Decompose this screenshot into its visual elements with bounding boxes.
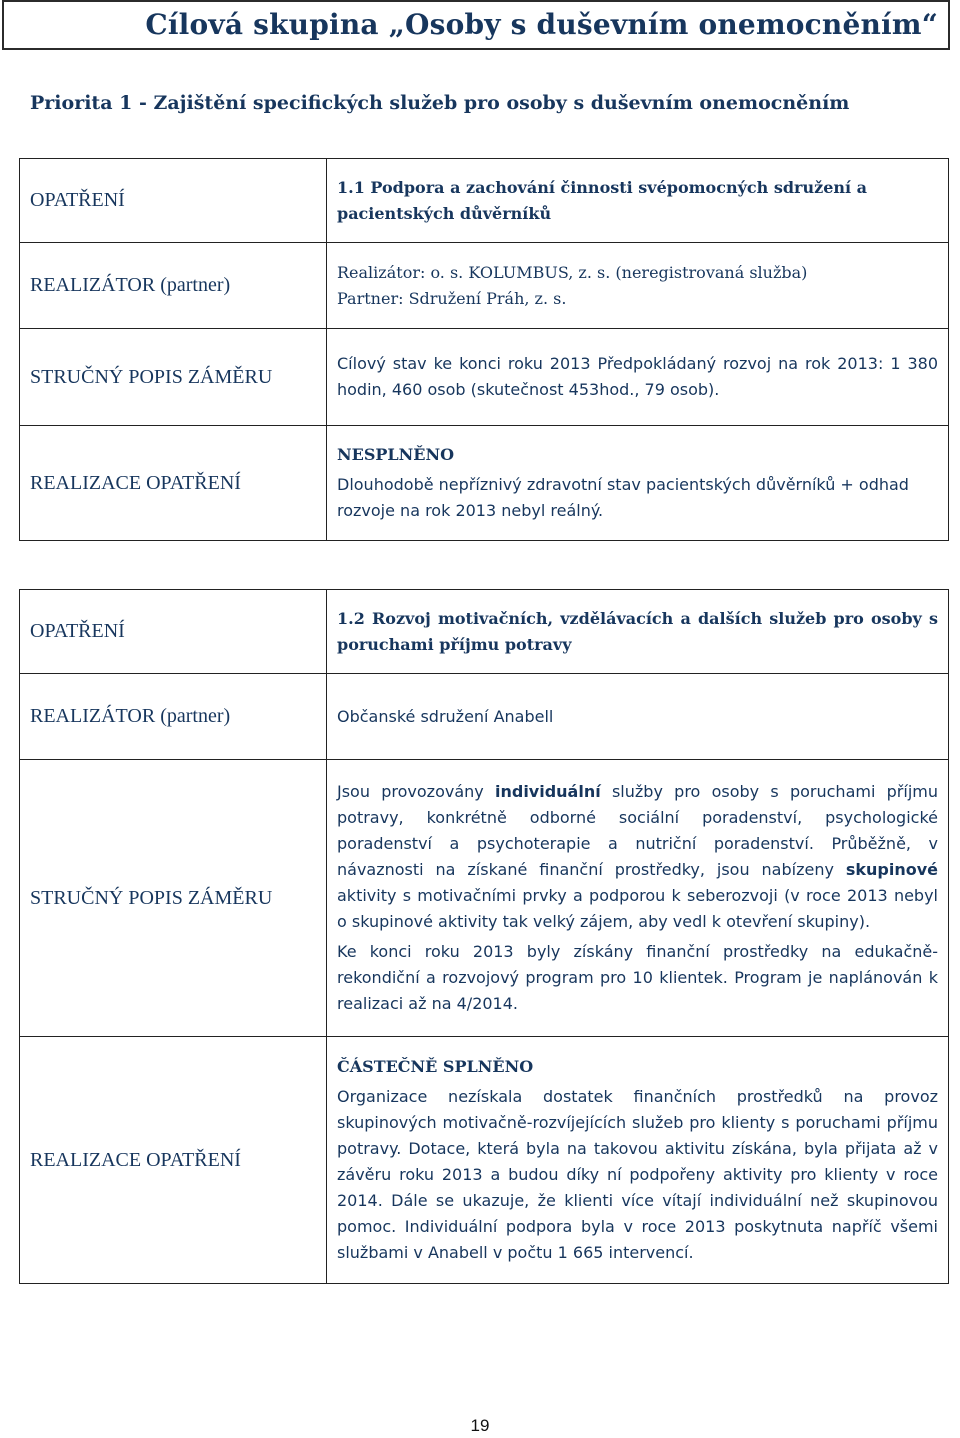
popis-paragraph-2: Ke konci roku 2013 byly získány finanční prostředky na edukačně-rekondiční a rozvojový program pro 10 klientek. Program je naplánován k realizaci až na 4/2014. <box>337 942 938 1013</box>
label-realizator <box>20 674 327 760</box>
label-popis: STRUČNÝ POPIS ZÁMĚRU <box>20 760 327 1037</box>
row-realizace <box>20 426 949 541</box>
row-opatreni <box>20 590 949 674</box>
row-popis <box>20 329 949 426</box>
status-badge: NESPLNĚNO <box>337 445 455 464</box>
label-realizator-main: REALIZÁTOR <box>30 705 156 727</box>
measure-table-1 <box>19 158 949 541</box>
popis-emphasis-individual: individuální <box>494 782 601 801</box>
row-realizace <box>20 1037 949 1284</box>
popis-emphasis-group: skupinové <box>845 860 938 879</box>
label-realizator-suffix: (partner) <box>155 274 231 296</box>
value-opatreni: 1.2 Rozvoj motivačních, vzdělávacích a dalších služeb pro osoby s poruchami příjmu potravy <box>327 590 949 674</box>
row-popis <box>20 760 949 1037</box>
label-realizace: REALIZACE OPATŘENÍ <box>20 426 327 541</box>
priority-heading: Priorita 1 - Zajištění specifických služeb pro osoby s duševním onemocněním <box>30 92 850 114</box>
value-popis: Cílový stav ke konci roku 2013 Předpokládaný rozvoj na rok 2013: 1 380 hodin, 460 osob (skutečnost 453hod., 79 osob). <box>327 329 949 426</box>
label-popis: STRUČNÝ POPIS ZÁMĚRU <box>20 329 327 426</box>
realizator-line-1: Realizátor: o. s. KOLUMBUS, z. s. (neregistrovaná služba) <box>337 262 808 282</box>
row-realizator <box>20 674 949 760</box>
label-opatreni: OPATŘENÍ <box>20 590 327 674</box>
label-realizator-main: REALIZÁTOR <box>30 274 156 296</box>
realizator-line-2: Partner: Sdružení Práh, z. s. <box>337 288 567 308</box>
value-realizace <box>327 426 949 541</box>
measure-table-2 <box>19 589 949 1284</box>
label-realizator-suffix: (partner) <box>155 705 231 727</box>
popis-paragraph-1 <box>337 779 938 935</box>
page-number: 19 <box>470 1416 490 1435</box>
popis-text: aktivity s motivačními prvky a podporou k seberozvoji (v roce 2013 nebyl o skupinové aktivity tak velký zájem, aby vedl k otevření skupiny). <box>337 886 938 931</box>
value-realizator <box>327 243 949 329</box>
value-realizator: Občanské sdružení Anabell <box>327 674 949 760</box>
value-popis <box>327 760 949 1037</box>
page-title: Cílová skupina „Osoby s duševním onemocněním“ <box>145 8 938 41</box>
label-opatreni: OPATŘENÍ <box>20 159 327 243</box>
value-realizace <box>327 1037 949 1284</box>
label-realizator <box>20 243 327 329</box>
realizace-text: Dlouhodobě nepříznivý zdravotní stav pacientských důvěrníků + odhad rozvoje na rok 2013 nebyl reálný. <box>337 475 909 520</box>
status-badge: ČÁSTEČNĚ SPLNĚNO <box>337 1057 534 1076</box>
popis-text: služby pro osoby s poruchami příjmu potravy, konkrétně odborné sociální poradenství, psychologické poradenství a psychoterapie a nutriční poradenství. Průběžně, v návaznosti na získané finanční prostředky, jsou nabízeny <box>337 782 938 879</box>
label-realizace: REALIZACE OPATŘENÍ <box>20 1037 327 1284</box>
row-opatreni <box>20 159 949 243</box>
value-opatreni: 1.1 Podpora a zachování činnosti svépomocných sdružení a pacientských důvěrníků <box>327 159 949 243</box>
row-realizator <box>20 243 949 329</box>
title-box <box>2 0 950 50</box>
popis-text: Jsou provozovány <box>337 782 495 801</box>
realizace-text: Organizace nezískala dostatek finančních prostředků na provoz skupinových motivačně-rozvíjejících služeb pro klienty s poruchami příjmu potravy. Dotace, která byla na takovou aktivitu získána, byla přijata až v závěru roku 2013 a budou díky ní podpořeny aktivity pro klienty v roce 2014. Dále se ukazuje, že klienti více vítají individuální než skupinovou pomoc. Individuální podpora byla v roce 2013 poskytnuta napříč všemi službami v Anabell v počtu 1 665 intervencí. <box>337 1087 938 1262</box>
